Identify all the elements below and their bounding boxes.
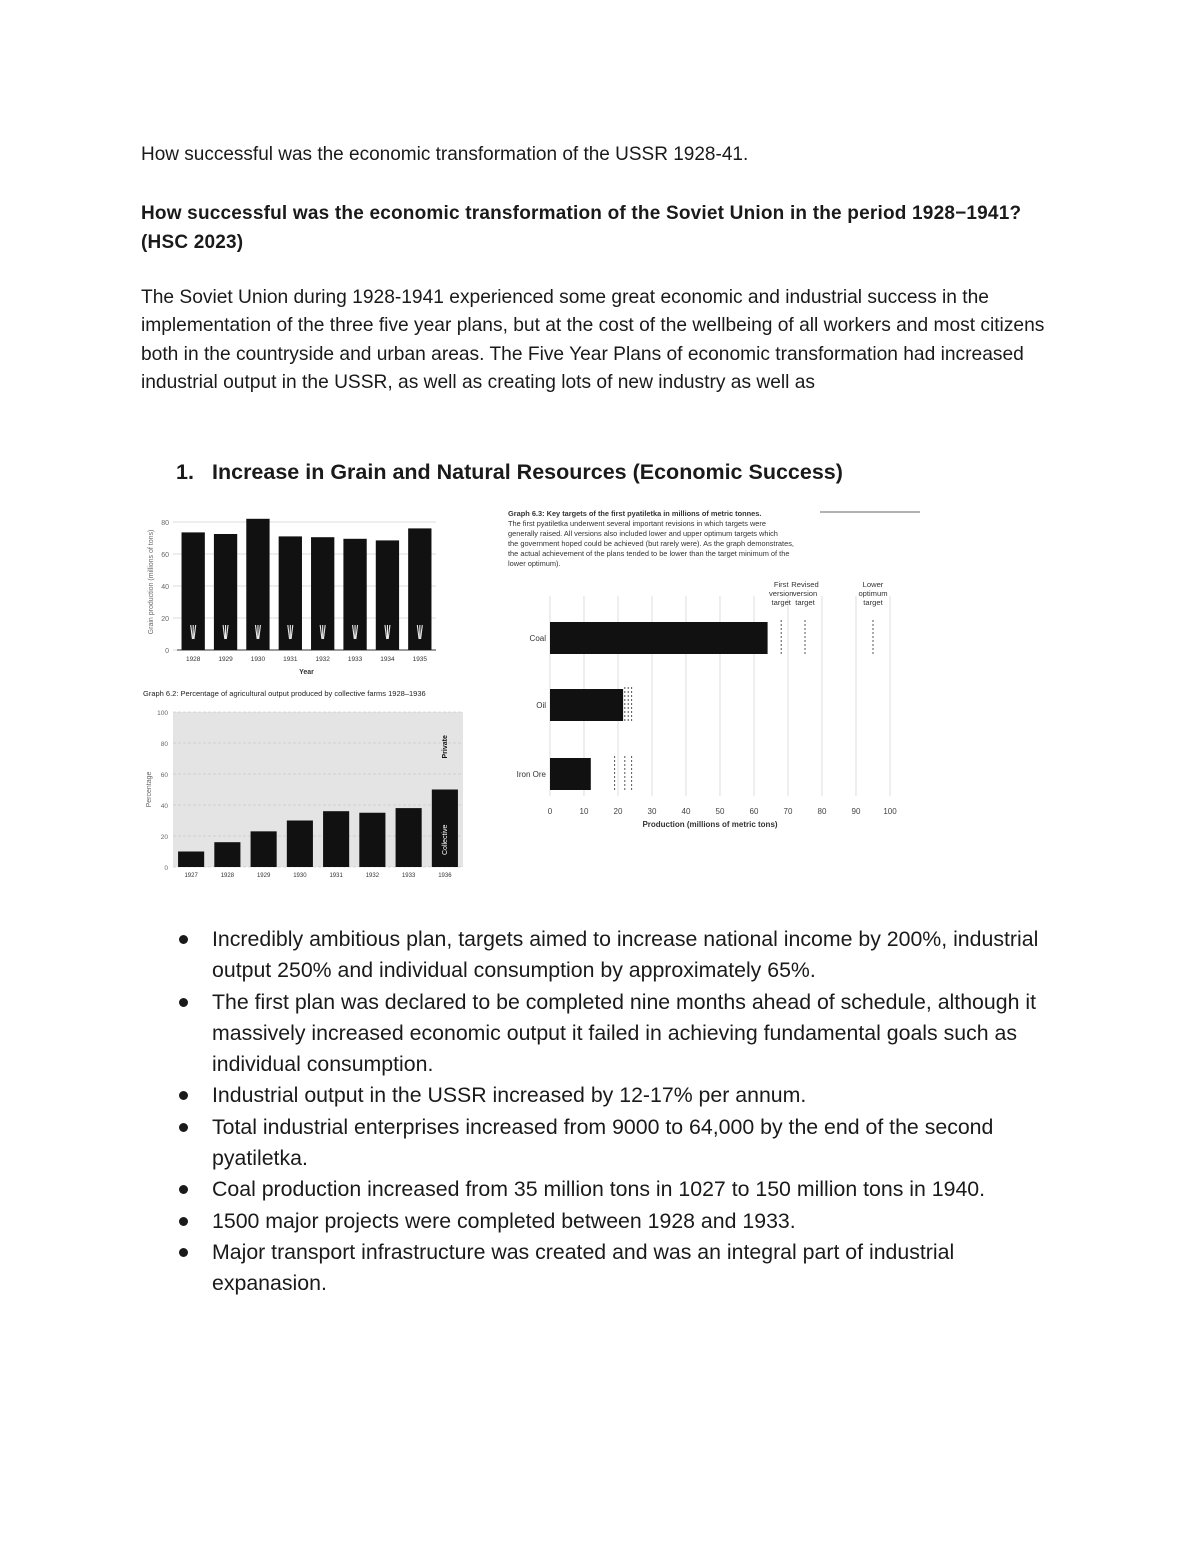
y-tick-label: 40 <box>161 584 169 591</box>
bullet-item <box>176 924 1056 987</box>
collective-label: Collective <box>441 824 449 855</box>
grain-production-chart-svg <box>141 504 471 684</box>
caption-line: the government hoped could be achieved (but rarely were). As the graph demonstrates, <box>508 539 794 548</box>
y-axis-label: Percentage <box>146 771 153 808</box>
bullet-dot-icon <box>179 1091 188 1100</box>
bullet-text: Major transport infrastructure was created and was an integral part of industrial expanasion. <box>212 1239 955 1296</box>
x-tick-label: 0 <box>547 807 553 816</box>
x-tick-label: 50 <box>715 807 725 816</box>
bullet-dot-icon <box>179 1185 188 1194</box>
legend-label: target <box>863 598 883 607</box>
x-tick-label: 1929 <box>256 873 271 879</box>
bullet-dot-icon <box>179 1217 188 1226</box>
x-axis-label: Production (millions of metric tons) <box>642 820 778 829</box>
x-tick-label: 1931 <box>329 873 343 879</box>
bullet-item <box>176 1174 1056 1205</box>
production-bar <box>550 622 768 654</box>
caption-line: Graph 6.3: Key targets of the first pyatiletka in millions of metric tonnes. <box>508 509 762 518</box>
document-subtitle: How successful was the economic transformation of the USSR 1928-41. <box>141 144 749 165</box>
section-number: 1. <box>176 460 194 484</box>
y-tick-label: 20 <box>161 616 169 623</box>
x-tick-label: 40 <box>681 807 691 816</box>
category-label: Coal <box>529 634 546 643</box>
x-tick-label: 1933 <box>347 656 363 663</box>
x-tick-label: 20 <box>613 807 623 816</box>
legend-label: version <box>768 589 794 598</box>
x-tick-label: 1932 <box>365 873 380 879</box>
section-heading <box>176 457 843 487</box>
bullet-item <box>176 1112 1056 1175</box>
x-axis-label: Year <box>299 669 314 676</box>
y-tick-label: 0 <box>164 865 168 872</box>
x-tick-label: 30 <box>647 807 657 816</box>
bullet-dot-icon <box>179 1123 188 1132</box>
x-tick-label: 1930 <box>293 873 307 879</box>
x-tick-label: 1935 <box>412 656 428 663</box>
y-tick-label: 80 <box>160 741 168 748</box>
collective-bar <box>287 821 313 868</box>
collective-bar <box>251 831 277 867</box>
bullet-dot-icon <box>179 998 188 1007</box>
bullet-item <box>176 1206 1056 1237</box>
chart-title: Graph 6.2: Percentage of agricultural output produced by collective farms 1928–1936 <box>143 689 426 698</box>
bullet-text: Industrial output in the USSR increased by 12-17% per annum. <box>212 1083 807 1108</box>
collectivisation-chart <box>141 686 471 882</box>
bullet-text: 1500 major projects were completed between 1928 and 1933. <box>212 1208 796 1233</box>
y-tick-label: 0 <box>165 648 169 655</box>
y-tick-label: 100 <box>157 710 168 717</box>
x-tick-label: 1930 <box>250 656 266 663</box>
category-label: Oil <box>536 701 546 710</box>
y-tick-label: 20 <box>160 834 168 841</box>
bullet-text: Incredibly ambitious plan, targets aimed to increase national income by 200%, industrial output 250% and individual consumption by approximately 65%. <box>212 927 1039 983</box>
x-tick-label: 90 <box>851 807 861 816</box>
x-tick-label: 80 <box>817 807 827 816</box>
x-tick-label: 100 <box>883 807 897 816</box>
x-tick-label: 1934 <box>380 656 395 663</box>
bullet-text: Coal production increased from 35 million tons in 1027 to 150 million tons in 1940. <box>212 1177 986 1202</box>
x-tick-label: 70 <box>783 807 793 816</box>
x-tick-label: 1931 <box>283 656 298 663</box>
x-tick-label: 1928 <box>185 656 201 663</box>
x-tick-label: 1933 <box>401 873 416 879</box>
y-axis-label: Grain production (millions of tons) <box>148 529 155 635</box>
bullet-dot-icon <box>179 1248 188 1257</box>
caption-line: generally raised. All versions also included lower and upper optimum targets which <box>508 529 778 538</box>
legend-label: optimum <box>858 589 888 598</box>
production-bar <box>550 758 591 790</box>
x-tick-label: 1928 <box>220 873 235 879</box>
y-tick-label: 60 <box>161 552 169 559</box>
bullet-item <box>176 987 1056 1081</box>
bullet-list <box>176 924 1056 1300</box>
y-tick-label: 60 <box>160 772 168 779</box>
y-tick-label: 80 <box>161 520 169 527</box>
bullet-item <box>176 1080 1056 1111</box>
collective-bar <box>214 842 240 867</box>
collective-bar <box>359 813 385 867</box>
legend-label: First <box>773 580 789 589</box>
plan-targets-chart <box>500 504 930 844</box>
x-tick-label: 10 <box>579 807 589 816</box>
essay-question: How successful was the economic transformation of the Soviet Union in the period 1928−1941? (HSC 2023) <box>141 203 1022 253</box>
y-tick-label: 40 <box>160 803 168 810</box>
intro-paragraph: The Soviet Union during 1928-1941 experienced some great economic and industrial success in the implementation of the three five year plans, but at the cost of the wellbeing of all workers and most citizens both in the countryside and urban areas. The Five Year Plans of economic transformation had increased industrial output in the USSR, as well as creating lots of new industry as well as <box>141 287 1045 394</box>
collectivisation-chart-svg <box>141 686 471 882</box>
caption-line: lower optimum). <box>508 559 561 568</box>
legend-label: target <box>771 598 791 607</box>
x-tick-label: 60 <box>749 807 759 816</box>
bullet-item <box>176 1237 1056 1300</box>
caption-line: The first pyatiletka underwent several important revisions in which targets were <box>508 519 766 528</box>
collective-bar <box>178 852 204 868</box>
collective-bar <box>323 811 349 867</box>
plan-targets-chart-svg <box>500 504 930 844</box>
production-bar <box>550 689 623 721</box>
collective-bar <box>396 808 422 867</box>
category-label: Iron Ore <box>516 770 546 779</box>
private-label: Private <box>441 735 449 759</box>
x-tick-label: 1929 <box>218 656 233 663</box>
grain-production-chart <box>141 504 471 684</box>
x-tick-label: 1927 <box>184 873 198 879</box>
bullet-text: Total industrial enterprises increased from 9000 to 64,000 by the end of the second pyatiletka. <box>212 1114 994 1171</box>
caption-line: the actual achievement of the plans tended to be lower than the target minimum of the <box>508 549 790 558</box>
legend-label: Lower <box>862 580 884 589</box>
x-tick-label: 1936 <box>438 873 452 879</box>
bullet-dot-icon <box>179 935 188 944</box>
section-title: Increase in Grain and Natural Resources (Economic Success) <box>212 460 843 484</box>
legend-label: Revised <box>791 580 819 589</box>
bullet-text: The first plan was declared to be completed nine months ahead of schedule, although it massively increased economic output it failed in achieving fundamental goals such as individual consumption. <box>212 989 1036 1077</box>
legend-label: target <box>795 598 815 607</box>
x-tick-label: 1932 <box>315 656 330 663</box>
legend-label: version <box>792 589 818 598</box>
